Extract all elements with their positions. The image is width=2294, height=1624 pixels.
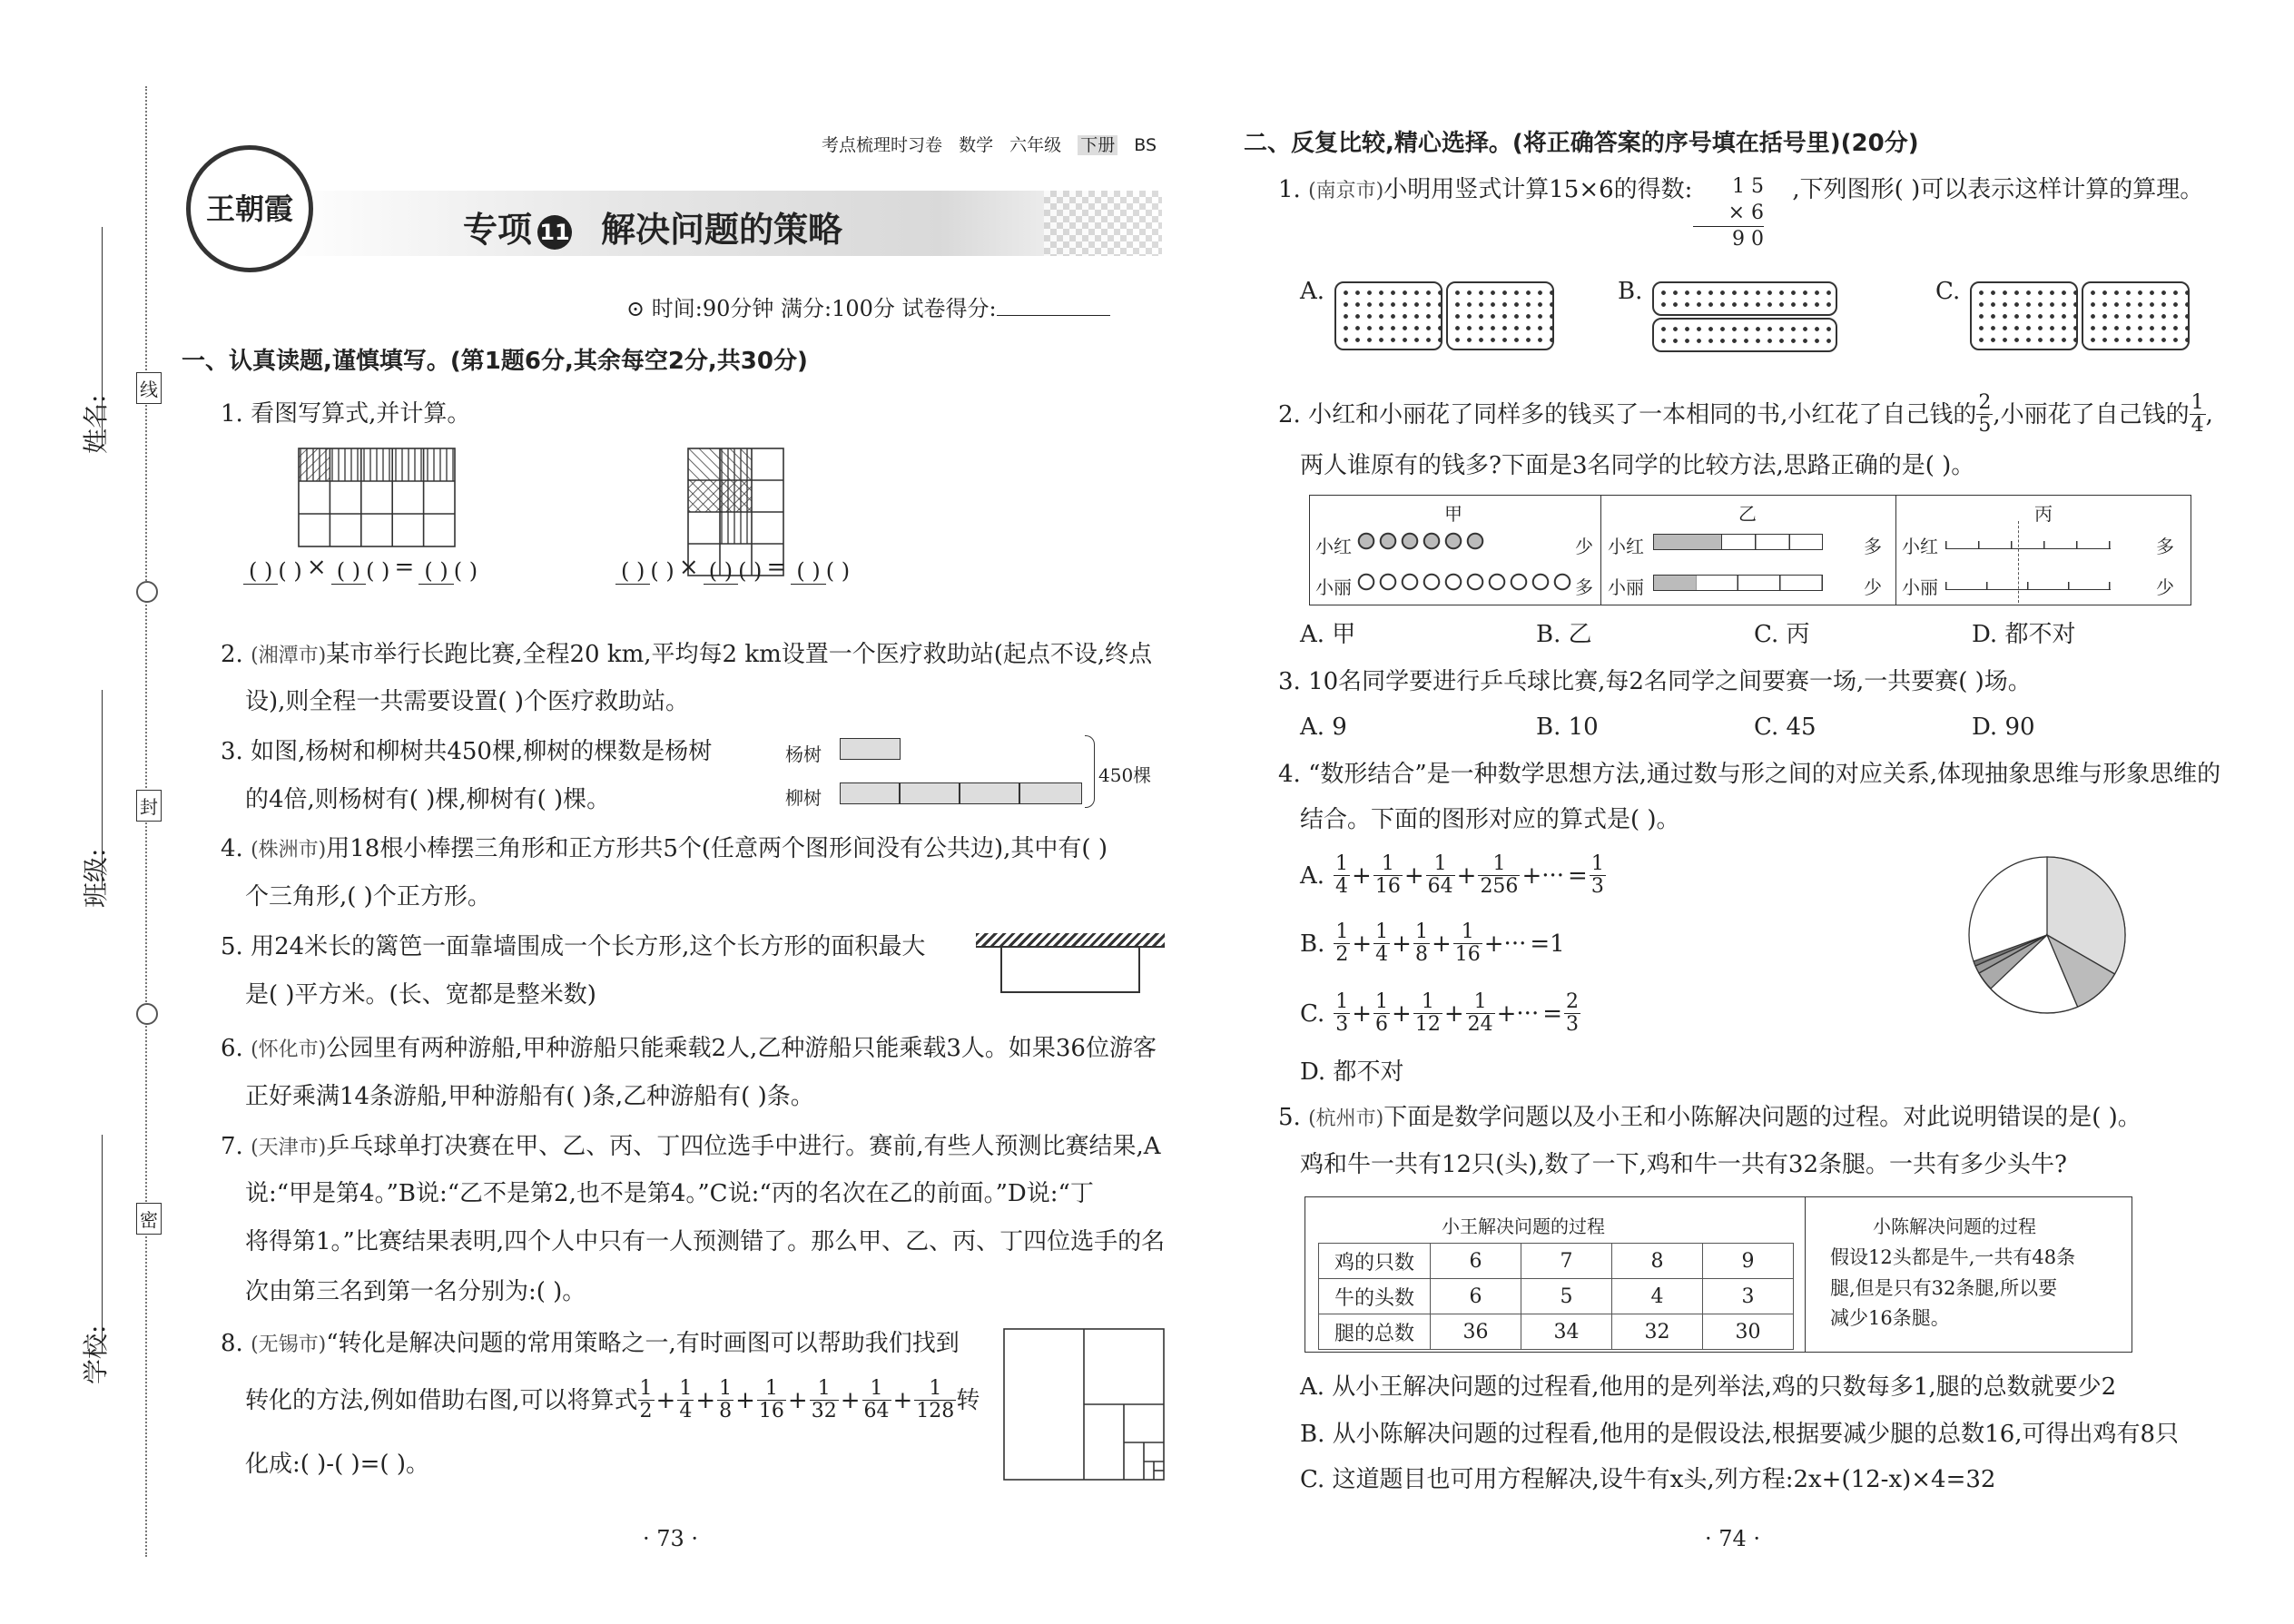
header-yi: 乙 bbox=[1738, 503, 1757, 525]
header-jia: 甲 bbox=[1444, 503, 1462, 525]
s1-q2-line2: 设),则全程一共需要设置( )个医疗救助站。 bbox=[245, 688, 689, 715]
city-tag: (无锡市) bbox=[251, 1334, 327, 1356]
table-cell: 7 bbox=[1521, 1244, 1612, 1279]
score-blank bbox=[997, 315, 1110, 316]
s1-q7-line2: 说:“甲是第4。”B说:“乙不是第2,也不是第4。”C说:“丙的名次在乙的前面。”D说:“丁 bbox=[245, 1180, 1094, 1207]
table-cell: 9 bbox=[1703, 1244, 1794, 1279]
s1-q6-line2: 正好乘满14条游船,甲种游船有( )条,乙种游船有( )条。 bbox=[245, 1083, 814, 1110]
s1-q5-line2: 是( )平方米。(长、宽都是整米数) bbox=[245, 981, 596, 1009]
section1-heading: 一、认真读题,谨慎填写。(第1题6分,其余每空2分,共30分) bbox=[182, 348, 808, 375]
q8-fraction-sum bbox=[638, 1378, 957, 1422]
equals-sign: = bbox=[766, 554, 787, 581]
table-cell: 6 bbox=[1431, 1244, 1521, 1279]
s1-q7-line1: 7. (天津市)乒乓球单打决赛在甲、乙、丙、丁四位选手中进行。赛前,有些人预测比赛结果,A bbox=[221, 1133, 1161, 1160]
q2-option-b[interactable]: B. 乙 bbox=[1536, 621, 1592, 648]
bing-dashed-divider bbox=[2018, 521, 2019, 603]
title-number-badge: 11 bbox=[537, 215, 572, 250]
fraction: $\frac{1}{2}$ bbox=[639, 1377, 653, 1423]
table-cell: 30 bbox=[1703, 1314, 1794, 1350]
fraction: $\frac{1}{6}$ bbox=[1375, 990, 1389, 1037]
q1-b-dots-top bbox=[1652, 281, 1837, 316]
q1-option-a[interactable]: A. bbox=[1300, 278, 1325, 305]
q1-text-b: ,下列图形( )可以表示这样计算的算理。 bbox=[1792, 176, 2204, 203]
fraction: $\frac{1}{2}$ bbox=[1335, 920, 1349, 967]
class-line bbox=[102, 690, 103, 890]
q8-text: “转化是解决问题的常用策略之一,有时画图可以帮助我们找到 bbox=[326, 1330, 960, 1357]
jia-circles-hong bbox=[1357, 532, 1484, 550]
grade: 六年级 bbox=[1009, 135, 1062, 155]
label-xiaohong: 小红 bbox=[1902, 536, 1938, 557]
header-meta bbox=[822, 132, 1157, 156]
edition: BS bbox=[1134, 135, 1157, 155]
q8-square-diagram bbox=[1003, 1328, 1167, 1482]
q1-c-dots-right bbox=[2082, 281, 2190, 350]
table-cell: 5 bbox=[1521, 1279, 1612, 1314]
operator: + bbox=[1403, 861, 1424, 890]
q1-formula-a bbox=[243, 556, 478, 585]
operator: + bbox=[695, 1386, 716, 1414]
q5-wall bbox=[976, 933, 1165, 948]
city-tag: (株洲市) bbox=[251, 839, 327, 861]
city-tag: (南京市) bbox=[1308, 180, 1384, 202]
q4-option-b[interactable] bbox=[1300, 921, 1567, 966]
blank-fraction[interactable]: ( ) ( ) bbox=[243, 557, 302, 585]
q3-option-d[interactable]: D. 90 bbox=[1972, 714, 2035, 741]
exam-info bbox=[626, 298, 1110, 320]
jia-circles-li bbox=[1357, 573, 1575, 591]
fraction: $\frac{1}{16}$ bbox=[1454, 920, 1481, 967]
page-number-right: · 74 · bbox=[1705, 1526, 1761, 1551]
calc-line: 1 5 bbox=[1732, 175, 1764, 198]
brand-logo-text: 王朝霞 bbox=[205, 192, 293, 226]
blank-fraction[interactable]: ( ) ( ) bbox=[418, 557, 478, 585]
label-xiaoli: 小丽 bbox=[1608, 576, 1644, 598]
fraction: $\frac{2}{5}$ bbox=[1978, 391, 1992, 438]
q5-option-b[interactable]: B. 从小陈解决问题的过程看,他用的是假设法,根据要减少腿的总数16,可得出鸡有8只 bbox=[1300, 1421, 2180, 1448]
q4-c-formula bbox=[1334, 991, 1580, 1036]
name-label: 姓名: bbox=[81, 394, 111, 454]
s1-q4-line1: 4. (株洲市)用18根小棒摆三角形和正方形共5个(任意两个图形间没有公共边),其中有( ) bbox=[221, 835, 1108, 862]
school-line bbox=[102, 1135, 103, 1353]
operator: + bbox=[1392, 999, 1412, 1028]
s1-q7-line4: 次由第三名到第一名分别为:( )。 bbox=[245, 1278, 586, 1305]
operator: + bbox=[1456, 861, 1477, 890]
operator: + bbox=[787, 1386, 808, 1414]
city-tag: (怀化市) bbox=[251, 1038, 327, 1061]
label-duo: 多 bbox=[1864, 536, 1882, 557]
operator: + bbox=[1392, 930, 1412, 958]
q3-label-yang: 杨树 bbox=[785, 743, 822, 765]
table-cell: 8 bbox=[1612, 1244, 1703, 1279]
seal-mark-xian: 线 bbox=[136, 372, 162, 404]
operator: + bbox=[655, 1386, 676, 1414]
fraction: $\frac{1}{32}$ bbox=[811, 1377, 837, 1423]
operator: + bbox=[1352, 999, 1373, 1028]
name-line bbox=[102, 227, 103, 445]
s1-q3-line1: 3. 如图,杨树和柳树共450棵,柳树的棵数是杨树 bbox=[221, 738, 713, 765]
title-banner-checker bbox=[1044, 191, 1162, 256]
s2-q4-line2: 结合。下面的图形对应的算式是( )。 bbox=[1300, 806, 1680, 833]
operator: + bbox=[892, 1386, 913, 1414]
s1-q2-line1: 2. (湘潭市)某市举行长跑比赛,全程20 km,平均每2 km设置一个医疗救助站(起点不设,终点 bbox=[221, 641, 1153, 668]
fraction: $\frac{1}{8}$ bbox=[1414, 920, 1428, 967]
option-label: A. bbox=[1300, 861, 1325, 890]
label-duo: 多 bbox=[1575, 576, 1593, 598]
q3-label-liu: 柳树 bbox=[785, 787, 822, 809]
table-cell: 36 bbox=[1431, 1314, 1521, 1350]
city-tag: (湘潭市) bbox=[251, 645, 327, 667]
q4-pie-diagram bbox=[1965, 853, 2129, 1017]
seal-mark-mi: 密 bbox=[136, 1203, 162, 1235]
q1-option-b[interactable]: B. bbox=[1618, 278, 1643, 305]
q3-option-c[interactable]: C. 45 bbox=[1754, 714, 1816, 741]
row-label: 腿的总数 bbox=[1319, 1314, 1431, 1350]
wang-table bbox=[1318, 1243, 1794, 1350]
bing-line-li bbox=[1945, 582, 2111, 590]
class-label: 班级: bbox=[81, 848, 111, 908]
q1-formula-b bbox=[615, 556, 850, 585]
q4-option-d[interactable]: D. 都不对 bbox=[1300, 1058, 1404, 1086]
calc-line: × 6 bbox=[1693, 201, 1764, 228]
q5-text: 下面是数学问题以及小王和小陈解决问题的过程。对此说明错误的是( )。 bbox=[1383, 1104, 2141, 1131]
s2-q2-line1: 2. 小红和小丽花了同样多的钱买了一本相同的书,小红花了自己钱的 $\frac{2}{5}$ ,小丽花了自己钱的 $\frac{1}{4}$ , bbox=[1278, 391, 2213, 438]
q3-total-label: 450棵 bbox=[1098, 764, 1152, 786]
fraction: $\frac{1}{4}$ bbox=[2191, 391, 2204, 438]
operator: + bbox=[840, 1386, 861, 1414]
city-tag: (天津市) bbox=[251, 1137, 327, 1159]
label-xiaoli: 小丽 bbox=[1902, 576, 1938, 598]
operator: + bbox=[1431, 930, 1452, 958]
fraction: $\frac{1}{16}$ bbox=[1374, 852, 1401, 899]
operator: +··· bbox=[1496, 999, 1540, 1028]
q4-option-c[interactable] bbox=[1300, 991, 1580, 1036]
chen-title: 小陈解决问题的过程 bbox=[1873, 1216, 2036, 1237]
q1-a-dots-left bbox=[1334, 281, 1442, 350]
bing-line-hong bbox=[1945, 541, 2111, 549]
seal-mark-feng: 封 bbox=[136, 790, 162, 822]
q1-grid-a bbox=[298, 448, 457, 550]
label-shao: 少 bbox=[2156, 576, 2174, 598]
s2-q2-line2: 两人谁原有的钱多?下面是3名同学的比较方法,思路正确的是( )。 bbox=[1300, 452, 1975, 479]
subject: 数学 bbox=[959, 135, 994, 155]
blank-fraction[interactable]: ( ) ( ) bbox=[615, 557, 674, 585]
exam-info-text: 时间:90分钟 满分:100分 试卷得分: bbox=[651, 296, 997, 321]
q1-option-c[interactable]: C. bbox=[1935, 278, 1961, 305]
q1-b-dots-bottom bbox=[1652, 318, 1837, 352]
operator: +··· bbox=[1483, 930, 1527, 958]
series-name: 考点梳理时习卷 bbox=[822, 135, 943, 155]
label-xiaohong: 小红 bbox=[1608, 536, 1644, 557]
label-xiaohong: 小红 bbox=[1315, 536, 1352, 557]
title-text: 解决问题的策略 bbox=[601, 210, 843, 250]
q2-option-c[interactable]: C. 丙 bbox=[1754, 621, 1810, 648]
fraction: $\frac{1}{256}$ bbox=[1480, 852, 1519, 899]
q2-text: 某市举行长跑比赛,全程20 km,平均每2 km设置一个医疗救助站(起点不设,终点 bbox=[326, 641, 1153, 668]
q6-text: 公园里有两种游船,甲种游船只能乘载2人,乙种游船只能乘载3人。如果36位游客 bbox=[326, 1035, 1157, 1062]
page-number-left: · 73 · bbox=[643, 1526, 699, 1551]
blank-fraction[interactable]: ( ) ( ) bbox=[331, 557, 390, 585]
fraction: $\frac{1}{64}$ bbox=[863, 1377, 890, 1423]
binding-hole-icon bbox=[136, 581, 158, 603]
fraction: $\frac{1}{4}$ bbox=[1375, 920, 1389, 967]
q4-b-formula bbox=[1334, 921, 1566, 966]
title-prefix: 专项 bbox=[463, 210, 533, 250]
q3-option-b[interactable]: B. 10 bbox=[1536, 714, 1599, 741]
fraction: $\frac{1}{8}$ bbox=[719, 1377, 733, 1423]
s1-q5-line1: 5. 用24米长的篱笆一面靠墙围成一个长方形,这个长方形的面积最大 bbox=[221, 933, 926, 960]
q2-option-d[interactable]: D. 都不对 bbox=[1972, 621, 2076, 648]
equals-sign: = bbox=[394, 554, 415, 581]
option-label: C. bbox=[1300, 999, 1325, 1028]
q1-text-a: 小明用竖式计算15×6的得数: bbox=[1383, 176, 1693, 203]
fraction: $\frac{1}{3}$ bbox=[1335, 990, 1349, 1037]
row-label: 鸡的只数 bbox=[1319, 1244, 1431, 1279]
yi-bar-li bbox=[1653, 575, 1823, 591]
page-title bbox=[463, 202, 842, 251]
q5-fence-rect bbox=[1000, 948, 1140, 993]
fraction: $\frac{1}{64}$ bbox=[1427, 852, 1453, 899]
q3-option-a[interactable]: A. 9 bbox=[1300, 714, 1347, 741]
s1-q1-text: 1. 看图写算式,并计算。 bbox=[221, 400, 471, 428]
school-label: 学校: bbox=[81, 1324, 111, 1384]
q4-text: 用18根小棒摆三角形和正方形共5个(任意两个图形间没有公共边),其中有( ) bbox=[326, 835, 1108, 862]
fraction: $\frac{1}{24}$ bbox=[1467, 990, 1493, 1037]
s1-q4-line2: 个三角形,( )个正方形。 bbox=[245, 883, 491, 910]
s2-q3-text: 3. 10名同学要进行乒乓球比赛,每2名同学之间要赛一场,一共要赛( )场。 bbox=[1278, 668, 2032, 695]
operator: + bbox=[1352, 930, 1373, 958]
clock-icon: ⊙ bbox=[626, 296, 645, 321]
table-row bbox=[1319, 1314, 1794, 1350]
s1-q8-line2 bbox=[245, 1378, 980, 1422]
fraction: $\frac{1}{16}$ bbox=[758, 1377, 784, 1423]
q5-option-a[interactable]: A. 从小王解决问题的过程看,他用的是列举法,鸡的只数每多1,腿的总数就要少2 bbox=[1300, 1373, 2117, 1401]
q8-text-b: 转 bbox=[956, 1386, 980, 1414]
blank-fraction[interactable]: ( ) ( ) bbox=[791, 557, 850, 585]
city-tag: (杭州市) bbox=[1308, 1107, 1384, 1130]
q2-text-a: 2. 小红和小丽花了同样多的钱买了一本相同的书,小红花了自己钱的 bbox=[1278, 400, 1977, 428]
operator: + bbox=[1443, 999, 1464, 1028]
q3-bar-liu bbox=[840, 782, 1082, 804]
table-cell: 3 bbox=[1703, 1279, 1794, 1314]
operator: = bbox=[1568, 861, 1588, 890]
table-cell: 6 bbox=[1431, 1279, 1521, 1314]
q8-text-a: 转化的方法,例如借助右图,可以将算式 bbox=[245, 1386, 638, 1414]
label-duo: 多 bbox=[2156, 536, 2174, 557]
s2-q5-line2: 鸡和牛一共有12只(头),数了一下,鸡和牛一共有32条腿。一共有多少头牛? bbox=[1300, 1151, 2067, 1178]
s1-q3-line2: 的4倍,则杨树有( )棵,柳树有( )棵。 bbox=[245, 786, 611, 813]
s2-q5-line1: 5. (杭州市)下面是数学问题以及小王和小陈解决问题的过程。对此说明错误的是( )。 bbox=[1278, 1104, 2141, 1131]
s1-q7-line3: 将得第1。”比赛结果表明,四个人中只有一人预测错了。那么甲、乙、丙、丁四位选手的名 bbox=[245, 1228, 1166, 1255]
row-label: 牛的头数 bbox=[1319, 1279, 1431, 1314]
q4-a-formula bbox=[1334, 853, 1606, 898]
fraction: $\frac{1}{12}$ bbox=[1414, 990, 1441, 1037]
s1-q8-line1: 8. (无锡市)“转化是解决问题的常用策略之一,有时画图可以帮助我们找到 bbox=[221, 1330, 960, 1357]
label-xiaoli: 小丽 bbox=[1315, 576, 1352, 598]
times-sign: × bbox=[306, 554, 327, 581]
section2-heading: 二、反复比较,精心选择。(将正确答案的序号填在括号里)(20分) bbox=[1244, 130, 1919, 157]
volume: 下册 bbox=[1078, 135, 1117, 155]
label-shao: 少 bbox=[1864, 576, 1882, 598]
blank-fraction[interactable]: ( ) ( ) bbox=[704, 557, 763, 585]
operator: =1 bbox=[1530, 930, 1565, 958]
q1-vertical-calc bbox=[1693, 174, 1764, 253]
q3-brace bbox=[1085, 735, 1095, 808]
header-bing: 丙 bbox=[2034, 503, 2053, 525]
fraction: $\frac{2}{3}$ bbox=[1566, 990, 1580, 1037]
q2-text-b: ,小丽花了自己钱的 bbox=[1993, 400, 2190, 428]
table-row bbox=[1319, 1244, 1794, 1279]
times-sign: × bbox=[678, 554, 699, 581]
q2-compare-table bbox=[1309, 495, 2191, 605]
table-cell: 4 bbox=[1612, 1279, 1703, 1314]
q4-option-a[interactable] bbox=[1300, 853, 1606, 898]
calc-line: 9 0 bbox=[1732, 228, 1764, 251]
operator: +··· bbox=[1521, 861, 1565, 890]
operator: + bbox=[735, 1386, 755, 1414]
chen-text bbox=[1830, 1243, 2075, 1334]
binding-dotted-line bbox=[145, 86, 147, 1557]
binding-hole-icon bbox=[136, 1003, 158, 1025]
fraction: $\frac{1}{3}$ bbox=[1590, 852, 1604, 899]
fraction: $\frac{1}{128}$ bbox=[916, 1377, 955, 1423]
table-cell: 32 bbox=[1612, 1314, 1703, 1350]
operator: + bbox=[1352, 861, 1372, 890]
wang-title: 小王解决问题的过程 bbox=[1442, 1216, 1605, 1237]
s2-q1-text: 1. (南京市)小明用竖式计算15×6的得数: ,下列图形( )可以表示这样计算的算理。 bbox=[1278, 176, 2204, 203]
fraction: $\frac{1}{4}$ bbox=[679, 1377, 693, 1423]
operator: = bbox=[1542, 999, 1563, 1028]
q3-bar-yang bbox=[840, 738, 901, 760]
option-label: B. bbox=[1300, 930, 1325, 958]
chen-line: 腿,但是只有32条腿,所以要 bbox=[1830, 1276, 2058, 1299]
q1-a-dots-right bbox=[1446, 281, 1554, 350]
q7-text: 乒乓球单打决赛在甲、乙、丙、丁四位选手中进行。赛前,有些人预测比赛结果,A bbox=[326, 1133, 1161, 1160]
q5-solution-box bbox=[1305, 1196, 2132, 1353]
q5-option-c[interactable]: C. 这道题目也可用方程解决,设牛有x头,列方程:2x+(12-x)×4=32 bbox=[1300, 1466, 1996, 1493]
s1-q8-line3: 化成:( )-( )=( )。 bbox=[245, 1451, 429, 1478]
q1-c-dots-left bbox=[1970, 281, 2078, 350]
brand-logo bbox=[186, 145, 313, 272]
table-cell: 34 bbox=[1521, 1314, 1612, 1350]
chen-line: 假设12头都是牛,一共有48条 bbox=[1830, 1246, 2076, 1268]
fraction: $\frac{1}{4}$ bbox=[1335, 852, 1349, 899]
chen-line: 减少16条腿。 bbox=[1830, 1307, 1950, 1330]
s1-q6-line1: 6. (怀化市)公园里有两种游船,甲种游船只能乘载2人,乙种游船只能乘载3人。如果36位游客 bbox=[221, 1035, 1157, 1062]
s2-q4-line1: 4. “数形结合”是一种数学思想方法,通过数与形之间的对应关系,体现抽象思维与形象思维的 bbox=[1278, 761, 2221, 788]
label-shao: 少 bbox=[1575, 536, 1593, 557]
yi-bar-hong bbox=[1653, 534, 1823, 550]
q2-option-a[interactable]: A. 甲 bbox=[1300, 621, 1356, 648]
table-row bbox=[1319, 1279, 1794, 1314]
